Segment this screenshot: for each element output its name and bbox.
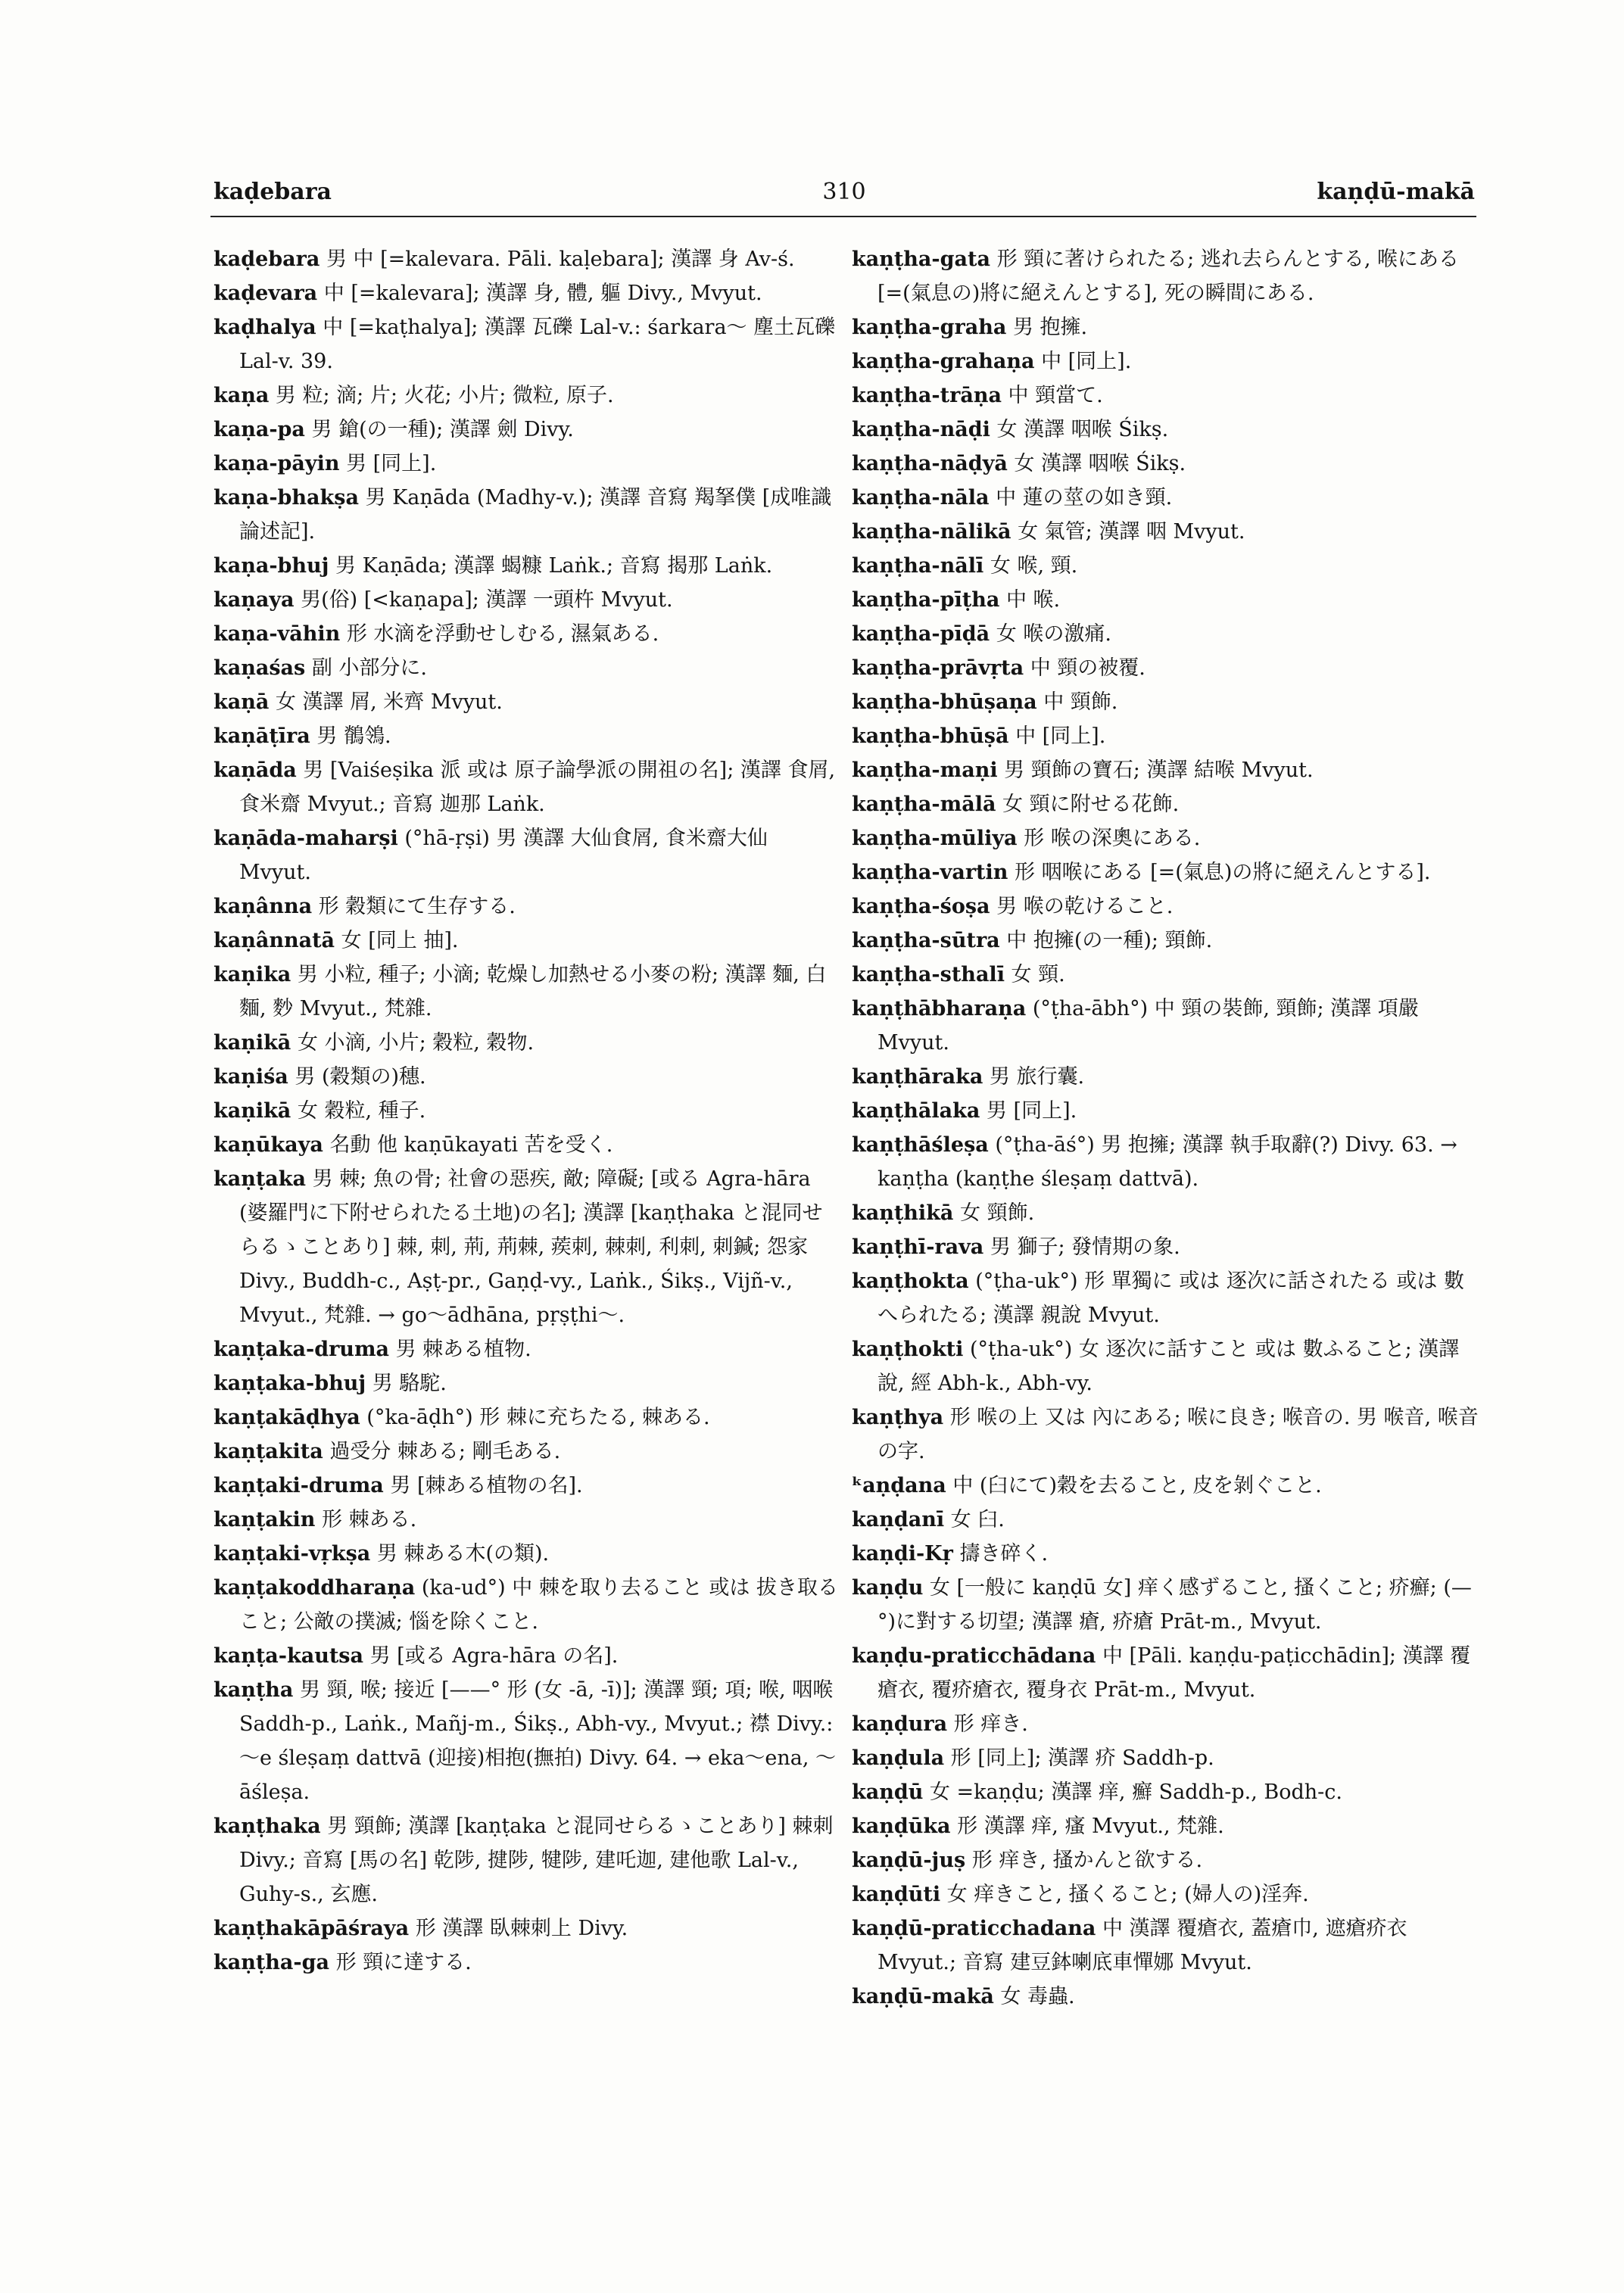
entry-definition: 女 穀粒, 種子.	[291, 1099, 426, 1123]
entry-headword: kaṇaśas	[214, 656, 306, 680]
entry-definition: 男 棘ある植物.	[389, 1338, 531, 1361]
entry-headword: kaṇṭha-sthalī	[852, 963, 1005, 986]
dictionary-entry	[852, 1537, 1480, 1571]
entry-headword: kaṇṭha-vartin	[852, 861, 1008, 884]
entry-definition: 擣き碎く.	[952, 1542, 1049, 1566]
entry-headword: kaṇḍūka	[852, 1815, 951, 1838]
entry-definition: 中 頸飾.	[1036, 690, 1118, 714]
entry-definition: (°ka-āḍh°) 形 棘に充ちたる, 棘ある.	[360, 1406, 710, 1429]
entry-definition: 男 [同上].	[980, 1099, 1077, 1123]
entry-definition: 形 喉の上 又は 內にある; 喉に良き; 喉音の. 男 喉音, 喉音の字.	[877, 1406, 1479, 1463]
page-number: 310	[822, 179, 866, 205]
entry-definition: 男 [同上].	[339, 452, 437, 475]
entry-headword: kaṇṭaki-vṛkṣa	[214, 1542, 371, 1566]
entry-definition: 男 [棘ある植物の名].	[383, 1474, 583, 1497]
entry-definition: 男 抱擁.	[1006, 316, 1088, 339]
dictionary-entry	[852, 1060, 1480, 1094]
entry-headword: kaṇḍū	[852, 1781, 924, 1804]
entry-definition: 男 頸飾の寶石; 漢譯 結喉 Mvyut.	[997, 759, 1314, 782]
entry-definition: 形 咽喉にある [=(氣息)の將に絕えんとする].	[1008, 861, 1431, 884]
entry-definition: 女 [一般に kaṇḍū 女] 痒く感ずること, 搔くこと; 疥癬; (—°)に對する切望; 漢譯 瘡, 疥瘡 Prāt-m., Mvyut.	[877, 1576, 1472, 1634]
entry-definition: 形 漢譯 痒, 瘙 Mvyut., 梵雜.	[950, 1815, 1224, 1838]
entry-headword: kaṇāda-maharṣi	[214, 827, 398, 850]
entry-headword: kaṇḍanī	[852, 1508, 945, 1531]
entry-headword: kaṇḍi-Kṛ	[852, 1542, 953, 1566]
entry-definition: 女 毒蟲.	[993, 1985, 1075, 2008]
entry-definition: 女 頸.	[1004, 963, 1065, 986]
dictionary-entry	[852, 1332, 1480, 1400]
entry-headword: kaṇṭha-nālī	[852, 554, 984, 578]
entry-definition: 男 粒; 滴; 片; 火花; 小片; 微粒, 原子.	[269, 384, 614, 407]
entry-definition: 男 棘; 魚の骨; 社會の惡疾, 敵; 障礙; [或る Agra-hāra (婆羅門に下附せられたる土地)の名]; 漢譯 [kaṇṭhaka と混同せらるゝことあり] 棘, 刺, 荊, 荊棘, 蒺刺, 棘刺, 利刺, 刺鍼; 怨家 Divy., Buddh-c., Aṣṭ-pr., Gaṇḍ-vy., Laṅk., Śikṣ., Vijñ-v., Mvyut., 梵雜. → go〜ādhāna, pṛṣṭhi〜.	[239, 1167, 823, 1327]
entry-definition: 過受分 棘ある; 剛毛ある.	[323, 1440, 561, 1463]
entry-headword: kaṇṭha-grahaṇa	[852, 350, 1035, 373]
dictionary-entry	[214, 924, 842, 958]
entry-definition: 形 水滴を浮動せしむる, 濕氣ある.	[340, 622, 659, 646]
right-guide-word: kaṇḍū-makā	[1317, 179, 1475, 205]
entry-headword: kaṇṭha-nāḍi	[852, 418, 990, 441]
page-header	[214, 179, 1475, 209]
entry-definition: 女 臼.	[944, 1508, 1005, 1531]
entry-headword: kaṇḍu-praticchādana	[852, 1644, 1096, 1668]
dictionary-entry	[852, 1196, 1480, 1230]
entry-headword: kaṇṭaki-druma	[214, 1474, 384, 1497]
entry-definition: (°ṭha-uk°) 形 單獨に 或は 逐次に話されたる 或は 數へられたる; 漢譯 親說 Mvyut.	[877, 1270, 1464, 1327]
entry-definition: 男 棘ある木(の類).	[370, 1542, 550, 1566]
entry-headword: kaṇā	[214, 690, 270, 714]
entry-definition: 男 [或る Agra-hāra の名].	[363, 1644, 619, 1668]
entry-definition: (°ṭha-ābh°) 中 頸の裝飾, 頸飾; 漢譯 項嚴 Mvyut.	[877, 997, 1419, 1055]
dictionary-entry	[214, 379, 842, 413]
entry-headword: kaṇṭhikā	[852, 1201, 954, 1225]
entry-headword: kaṇṭakita	[214, 1440, 323, 1463]
left-column	[214, 242, 842, 1980]
dictionary-entry	[852, 1128, 1480, 1196]
dictionary-entry	[214, 413, 842, 447]
dictionary-entry	[214, 1571, 842, 1639]
dictionary-entry	[214, 549, 842, 583]
entry-definition: 男 頸飾; 漢譯 [kaṇṭaka と混同せらるゝことあり] 棘刺 Divy.; 音寫 [馬の名] 乾陟, 揵陟, 犍陟, 建吒迦, 建他歌 Lal-v., Guhy-s., 玄應.	[239, 1815, 834, 1906]
entry-definition: 中 [同上].	[1008, 724, 1106, 748]
dictionary-entry	[214, 1026, 842, 1060]
dictionary-entry	[214, 1469, 842, 1503]
entry-headword: kaṇāṭīra	[214, 724, 310, 748]
entry-definition: 男 獅子; 發情期の象.	[983, 1235, 1180, 1259]
dictionary-entry	[852, 1503, 1480, 1537]
dictionary-entry	[214, 242, 842, 276]
dictionary-entry	[214, 889, 842, 924]
dictionary-entry	[214, 1639, 842, 1673]
header-rule	[210, 216, 1476, 217]
entry-definition: 中 蓮の莖の如き頸.	[989, 486, 1173, 509]
dictionary-entry	[852, 958, 1480, 992]
entry-headword: kaṇṭha-ga	[214, 1951, 330, 1974]
entry-headword: kaṇṭha-nāḍyā	[852, 452, 1008, 475]
entry-headword: kaṇṭa-kautsa	[214, 1644, 364, 1668]
dictionary-entry	[852, 481, 1480, 515]
entry-definition: (°hā-ṛṣi) 男 漢譯 大仙食屑, 食米齋大仙 Mvyut.	[239, 827, 768, 884]
entry-headword: kaṇṭha-śoṣa	[852, 895, 990, 918]
dictionary-entry	[214, 1946, 842, 1980]
dictionary-entry	[852, 821, 1480, 855]
dictionary-entry	[214, 1060, 842, 1094]
left-guide-word: kaḍebara	[214, 179, 332, 205]
entry-headword: kaṇṭhaka	[214, 1815, 321, 1838]
entry-headword: kaṇṭakoddharaṇa	[214, 1576, 416, 1600]
entry-headword: kaṇḍura	[852, 1712, 948, 1736]
entry-definition: 男 (穀類の)穗.	[288, 1065, 426, 1089]
entry-headword: kaṇḍūti	[852, 1883, 941, 1906]
entry-headword: kaṇṭha-bhūṣā	[852, 724, 1009, 748]
entry-definition: 形 棘ある.	[315, 1508, 417, 1531]
entry-definition: 女 頸飾.	[953, 1201, 1035, 1225]
dictionary-entry	[852, 719, 1480, 753]
dictionary-entry	[214, 276, 842, 310]
entry-definition: 女 頸に附せる花飾.	[996, 793, 1180, 816]
entry-headword: kaṇūkaya	[214, 1133, 323, 1157]
entry-definition: 男 中 [=kalevara. Pāli. kaḷebara]; 漢譯 身 Av-ś.	[320, 248, 795, 271]
dictionary-entry	[852, 344, 1480, 379]
dictionary-entry	[214, 1809, 842, 1911]
dictionary-entry	[852, 1230, 1480, 1264]
entry-definition: 副 小部分に.	[305, 656, 427, 680]
entry-headword: kaṇa-vāhin	[214, 622, 341, 646]
entry-definition: 形 頸に達する.	[329, 1951, 472, 1974]
entry-headword: kaṇṭaka	[214, 1167, 307, 1191]
entry-definition: 中 頸の被覆.	[1024, 656, 1146, 680]
entry-definition: (°ṭha-āś°) 男 抱擁; 漢譯 執手取辭(?) Divy. 63. → kaṇṭha (kaṇṭhe śleṣaṃ dattvā).	[877, 1133, 1457, 1191]
dictionary-entry	[852, 1843, 1480, 1877]
dictionary-entry	[852, 787, 1480, 821]
dictionary-entry	[214, 1673, 842, 1809]
entry-headword: kaṇṭhī-rava	[852, 1235, 984, 1259]
entry-definition: 名動 他 kaṇūkayati 苦を受く.	[323, 1133, 613, 1157]
entry-headword: kaṇṭhakāpāśraya	[214, 1917, 410, 1940]
entry-headword: kaṇiśa	[214, 1065, 288, 1089]
entry-headword: kaṇṭha-pīḍā	[852, 622, 990, 646]
dictionary-entry	[852, 549, 1480, 583]
entry-headword: kaṇṭhāraka	[852, 1065, 983, 1089]
entry-definition: 形 [同上]; 漢譯 疥 Saddh-p.	[944, 1746, 1214, 1770]
entry-definition: 中 漢譯 覆瘡衣, 蓋瘡巾, 遮瘡疥衣 Mvyut.; 音寫 建豆鉢喇底車憚娜 Mvyut.	[877, 1917, 1407, 1974]
entry-headword: kaṇṭha-trāṇa	[852, 384, 1002, 407]
dictionary-entry	[214, 1435, 842, 1469]
dictionary-entry	[214, 583, 842, 617]
entry-definition: 女 喉の激痛.	[990, 622, 1111, 646]
dictionary-entry	[852, 1980, 1480, 2014]
entry-definition: 中 [=kalevara]; 漢譯 身, 體, 軀 Divy., Mvyut.	[317, 282, 762, 305]
entry-headword: kaṇṭha-sūtra	[852, 929, 1000, 952]
entry-headword: kaṇṭhāśleṣa	[852, 1133, 989, 1157]
right-column	[852, 242, 1480, 2014]
dictionary-entry	[214, 651, 842, 685]
entry-definition: 男 喉の乾けること.	[990, 895, 1174, 918]
entry-headword: kaṇṭha-bhūṣaṇa	[852, 690, 1037, 714]
entry-headword: kaṇânna	[214, 895, 313, 918]
entry-headword: kaṇṭhālaka	[852, 1099, 980, 1123]
entry-definition: 女 漢譯 咽喉 Śikṣ.	[990, 418, 1169, 441]
entry-definition: 男 Kaṇāda (Madhy-v.); 漢譯 音寫 羯拏僕 [成唯識論述記].	[239, 486, 832, 544]
entry-headword: kaṇṭakin	[214, 1508, 316, 1531]
dictionary-entry	[214, 753, 842, 821]
entry-definition: 形 漢譯 臥棘刺上 Divy.	[409, 1917, 628, 1940]
dictionary-entry	[214, 1332, 842, 1366]
dictionary-entry	[852, 1571, 1480, 1639]
entry-headword: kaṇânnatā	[214, 929, 335, 952]
entry-headword: ᵏaṇḍana	[852, 1474, 946, 1497]
entry-headword: kaṇṭhābharaṇa	[852, 997, 1027, 1020]
entry-headword: kaṇṭhokta	[852, 1270, 969, 1293]
entry-definition: 中 [Pāli. kaṇḍu-paṭicchādin]; 漢譯 覆瘡衣, 覆疥瘡衣, 覆身衣 Prāt-m., Mvyut.	[877, 1644, 1471, 1702]
dictionary-entry	[214, 1503, 842, 1537]
dictionary-entry	[214, 719, 842, 753]
dictionary-entry	[852, 1264, 1480, 1332]
entry-definition: 女 漢譯 屑, 米齊 Mvyut.	[269, 690, 503, 714]
dictionary-entry	[214, 1162, 842, 1332]
entry-definition: (°ṭha-uk°) 女 逐次に話すこと 或は 數ふること; 漢譯 說, 經 Abh-k., Abh-vy.	[877, 1338, 1460, 1395]
entry-headword: kaṇṭha-mūliya	[852, 827, 1018, 850]
entry-headword: kaṇṭha-nāla	[852, 486, 990, 509]
entry-headword: kaṇḍū-praticchadana	[852, 1917, 1096, 1940]
entry-headword: kaṇṭhokti	[852, 1338, 964, 1361]
dictionary-entry	[214, 821, 842, 889]
entry-headword: kaṇḍu	[852, 1576, 924, 1600]
dictionary-entry	[214, 481, 842, 549]
dictionary-entry	[214, 1911, 842, 1946]
dictionary-entry	[852, 1741, 1480, 1775]
entry-headword: kaṇṭha-graha	[852, 316, 1007, 339]
entry-headword: kaṇa-pāyin	[214, 452, 340, 475]
dictionary-entry	[852, 924, 1480, 958]
dictionary-entry	[852, 1775, 1480, 1809]
dictionary-entry	[214, 1400, 842, 1435]
dictionary-entry	[852, 651, 1480, 685]
entry-definition: 形 痒き.	[947, 1712, 1028, 1736]
dictionary-entry	[852, 1400, 1480, 1469]
entry-definition: 形 穀類にて生存する.	[312, 895, 516, 918]
entry-headword: kaṇa-bhuj	[214, 554, 329, 578]
dictionary-entry	[214, 447, 842, 481]
entry-definition: 男(俗) [<kaṇapa]; 漢譯 一頭杵 Mvyut.	[294, 588, 673, 612]
entry-definition: 女 痒きこと, 搔くること; (婦人の)淫奔.	[940, 1883, 1309, 1906]
entry-definition: 男 鶺鴒.	[310, 724, 391, 748]
entry-headword: kaṇṭha-pīṭha	[852, 588, 1000, 612]
entry-headword: kaṇṭakāḍhya	[214, 1406, 360, 1429]
entry-headword: kaṇṭha-prāvṛta	[852, 656, 1024, 680]
entry-definition: 中 喉.	[999, 588, 1061, 612]
dictionary-entry	[852, 310, 1480, 344]
dictionary-entry	[852, 413, 1480, 447]
entry-definition: 中 [同上].	[1034, 350, 1132, 373]
entry-headword: kaṇa-pa	[214, 418, 305, 441]
dictionary-entry	[852, 855, 1480, 889]
dictionary-entry	[214, 958, 842, 1026]
entry-definition: 中 (臼にて)穀を去ること, 皮を剝ぐこと.	[946, 1474, 1322, 1497]
entry-definition: (ka-ud°) 中 棘を取り去ること 或は 拔き取ること; 公敵の撲滅; 惱を除くこと.	[239, 1576, 838, 1634]
dictionary-entry	[852, 992, 1480, 1060]
entry-headword: kaḍebara	[214, 248, 320, 271]
entry-definition: 形 喉の深奧にある.	[1017, 827, 1201, 850]
entry-definition: 女 =kaṇḍu; 漢譯 痒, 癬 Saddh-p., Bodh-c.	[923, 1781, 1342, 1804]
entry-definition: 男 小粒, 種子; 小滴; 乾燥し加熱せる小麥の粉; 漢譯 麵, 白麵, 麨 Mvyut., 梵雜.	[239, 963, 827, 1020]
entry-headword: kaṇṭha-maṇi	[852, 759, 998, 782]
entry-headword: kaḍhalya	[214, 316, 316, 339]
dictionary-entry	[852, 1094, 1480, 1128]
entry-definition: 女 喉, 頸.	[983, 554, 1078, 578]
entry-definition: 女 [同上 抽].	[335, 929, 459, 952]
dictionary-entry	[852, 447, 1480, 481]
entry-headword: kaṇa-bhakṣa	[214, 486, 359, 509]
entry-definition: 男 駱駝.	[366, 1372, 447, 1395]
entry-headword: kaṇikā	[214, 1031, 291, 1055]
entry-definition: 中 頸當て.	[1001, 384, 1103, 407]
entry-headword: kaṇṭhya	[852, 1406, 944, 1429]
dictionary-entry	[214, 1094, 842, 1128]
dictionary-entry	[852, 515, 1480, 549]
entry-headword: kaṇḍū-juṣ	[852, 1849, 966, 1872]
dictionary-entry	[214, 685, 842, 719]
entry-headword: kaṇāda	[214, 759, 297, 782]
dictionary-entry	[852, 242, 1480, 310]
entry-headword: kaṇṭaka-druma	[214, 1338, 390, 1361]
entry-headword: kaṇḍū-makā	[852, 1985, 994, 2008]
entry-headword: kaṇṭaka-bhuj	[214, 1372, 366, 1395]
entry-headword: kaṇa	[214, 384, 270, 407]
entry-definition: 形 痒き, 搔かんと欲する.	[965, 1849, 1203, 1872]
entry-headword: kaṇṭha-mālā	[852, 793, 996, 816]
entry-definition: 男 鎗(の一種); 漢譯 劍 Divy.	[304, 418, 574, 441]
entry-headword: kaṇaya	[214, 588, 295, 612]
dictionary-entry	[214, 1366, 842, 1400]
dictionary-entry	[852, 617, 1480, 651]
entry-headword: kaṇṭha-nālikā	[852, 520, 1011, 544]
dictionary-entry	[852, 1639, 1480, 1707]
dictionary-entry	[852, 1469, 1480, 1503]
dictionary-entry	[852, 1911, 1480, 1980]
dictionary-entry	[852, 379, 1480, 413]
dictionary-entry	[852, 889, 1480, 924]
entry-headword: kaṇika	[214, 963, 291, 986]
dictionary-entry	[852, 1809, 1480, 1843]
dictionary-entry	[852, 583, 1480, 617]
dictionary-entry	[214, 617, 842, 651]
entry-headword: kaṇḍula	[852, 1746, 945, 1770]
entry-definition: 女 氣管; 漢譯 咽 Mvyut.	[1011, 520, 1245, 544]
entry-definition: 女 小滴, 小片; 穀粒, 穀物.	[291, 1031, 535, 1055]
entry-definition: 形 頸に著けられたる; 逃れ去らんとする, 喉にある [=(氣息の)將に絕えんとする], 死の瞬間にある.	[877, 248, 1459, 305]
dictionary-entry	[214, 1537, 842, 1571]
dictionary-entry	[852, 1877, 1480, 1911]
dictionary-entry	[852, 753, 1480, 787]
entry-headword: kaṇṭha-gata	[852, 248, 990, 271]
dictionary-entry	[214, 310, 842, 379]
entry-headword: kaḍevara	[214, 282, 318, 305]
entry-definition: 男 旅行囊.	[983, 1065, 1085, 1089]
entry-headword: kaṇikā	[214, 1099, 291, 1123]
entry-definition: 男 頸, 喉; 接近 [——° 形 (女 -ā, -ī)]; 漢譯 頸; 項; 喉, 咽喉 Saddh-p., Laṅk., Mañj-m., Śikṣ., Abh-vy., Mvyut.; 襟 Divy.: 〜e śleṣaṃ dattvā (迎接)相抱(撫拍) Divy. 64. → eka〜ena, 〜āśleṣa.	[239, 1678, 837, 1804]
dictionary-entry	[852, 685, 1480, 719]
entry-definition: 中 抱擁(の一種); 頸飾.	[999, 929, 1213, 952]
entry-definition: 中 [=kaṭhalya]; 漢譯 瓦礫 Lal-v.: śarkara〜 塵土瓦礫 Lal-v. 39.	[239, 316, 836, 373]
entry-definition: 男 [Vaiśeṣika 派 或は 原子論學派の開祖の名]; 漢譯 食屑, 食米齋 Mvyut.; 音寫 迦那 Laṅk.	[239, 759, 836, 816]
entry-definition: 男 Kaṇāda; 漢譯 蝎糠 Laṅk.; 音寫 揭那 Laṅk.	[329, 554, 773, 578]
entry-definition: 女 漢譯 咽喉 Śikṣ.	[1007, 452, 1186, 475]
dictionary-entry	[214, 1128, 842, 1162]
entry-headword: kaṇṭha	[214, 1678, 294, 1702]
dictionary-entry	[852, 1707, 1480, 1741]
